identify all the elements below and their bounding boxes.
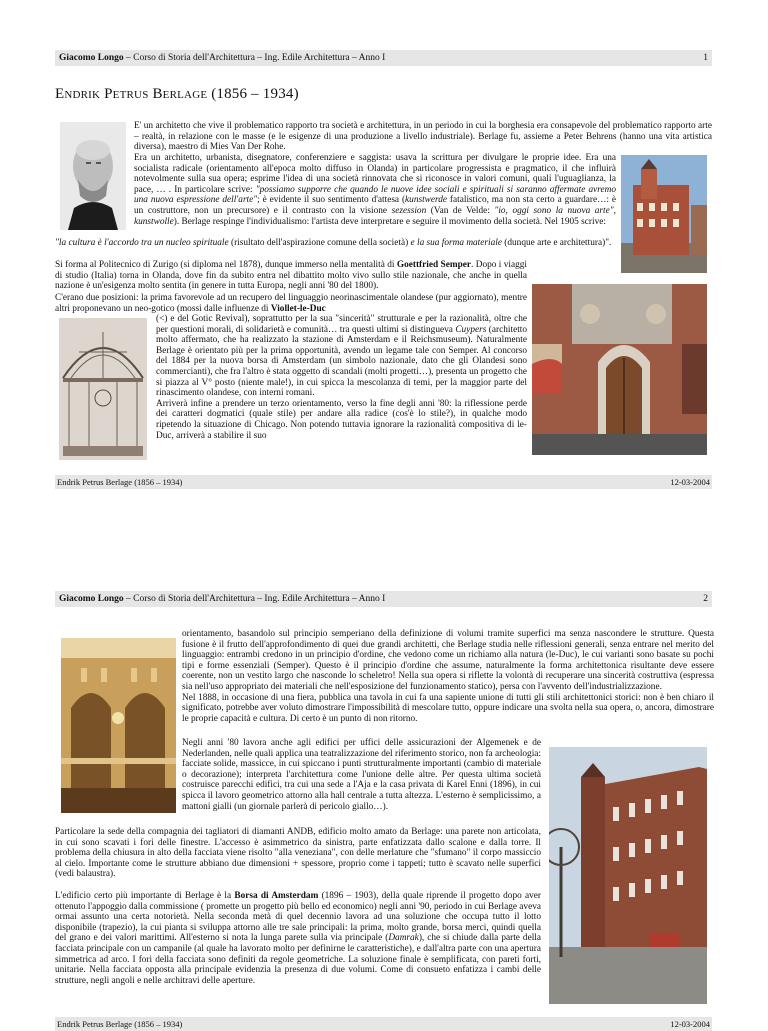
paragraph-positions: (<) e del Gotic Revival), soprattutto per la sua "sincerità" strutturale e per la razionalità, oltre che per questioni morali, di solidarietà e comunità… tra questi ultimi si distingueva Cuypers (architetto molto affermato, che ha realizzato la stazione di Amsterdam e il Reichsmuseum). Naturalmente Berlage è orientato più per la prima opportunità, avendo un legame tale con Semper. Al concorso del 1884 per la nuova borsa di Amsterdam (un simbolo nazionale, dato che gli Olandesi sono commercianti), che fra l'altro è stata oggetto di scandali (molti progetti…), presenta un progetto che si piazza al V° posto (niente male!), in cui spicca la mescolanza di temi, per la maggior parte del rinascimento olandese, con interni romani. Arriverà infine a prendere un terzo orientamento, verso la fine degli anni '80: la riflessione perde dei caratteri dogmatici (quale stile) per andare alla radice (cos'è lo stile?), in qualche modo ripetendo la situazione di Chicago. Non potendo tuttavia ignorare la razionalità compositiva di le-Duc, arriverà a stabilire il suo	[156, 314, 528, 441]
page-header	[55, 591, 712, 607]
interior-drawing-image	[59, 318, 147, 460]
interior-hall-photo	[61, 638, 176, 813]
page-number: 2	[703, 594, 708, 604]
document-page-1	[0, 0, 768, 505]
footer-date: 12-03-2004	[670, 477, 710, 487]
street-building-photo	[549, 747, 707, 1004]
paragraph-orientation: orientamento, basandolo sul principio semperiano della definizione di volumi tramite superfici ma senza nascondere le strutture. Questa fusione è il frutto dell'approfondimento di quei due grandi architetti, che Berlage studia nelle riflessioni generali, senza entrare nel merito del linguaggio: entrambi credono in un principio d'ordine, che vedono come un richiamo alla natura (le-Duc), le cui varianti sono basate su pochi tipi e forme essenziali (Semper). Questo è il principio d'ordine che assume, naturalmente la forma architettonica risultante deve essere coerente, non un vestito largo che nasconde lo scheletro! Nella sua opera si riflette la volontà di recuperare una sincerità costruttiva (espressa sia nell'uso appropriato dei materiali che nell'esposizione del funzionamento statico), persa con l'avvento dell'industrializzazione. Nel 1888, in occasione di una fiera, pubblica una tavola in cui fa una sapiente unione di tutti gli stili architettonici storici: non è ben chiaro il significato, potrebbe aver voluto dimostrare l'impossibilità di mescolare tutto, oppure indicare una svolta nella sua opera, o, ancora, dimostrare le proprie capacità e cultura. Di certo è un punto di non ritorno.	[182, 629, 714, 724]
paragraph-society-quote: "la cultura è l'accordo tra un nucleo spirituale (risultato dell'aspirazione comune della società) e la sua forma materiale (dunque arte e architettura)".	[55, 238, 612, 248]
paragraph-positions-start: C'erano due posizioni: la prima favorevole ad un recupero del linguaggio neorinascimentale olandese (pur aggiornato), mentre altri proponevano un neo-gotico (mossi dalle influenze di Viollet-le-Duc	[55, 293, 527, 314]
footer-title: Endrik Petrus Berlage (1856 – 1934)	[57, 477, 183, 487]
paragraph-andb: Particolare la sede della compagnia dei tagliatori di diamanti ANDB, edificio molto amato da Berlage: una parete non articolata, in cui sono scavati i fori delle finestre. L'accesso è asimmetrico da sinistra, parte enfatizzata dallo scalone e dalla torre. Il problema della chiusura in alto della facciata viene risolto "alla veneziana", con delle merlature che "sfumano" il corpo massiccio al cielo. Importante come le strutture abbiano due dimensioni + spessore, proprio come i tappeti; tutto è scavato nelle superfici (vedi balaustra).	[55, 827, 541, 880]
portal-entrance-photo	[532, 284, 707, 455]
header-author: Giacomo Longo	[59, 53, 124, 63]
paragraph-zurich: Si forma al Politecnico di Zurigo (si diploma nel 1878), dunque immerso nella mentalità di Goettfried Semper. Dopo i viaggi di studio (Italia) torna in Olanda, dove fin da subito entra nel dibattito molto vivo sullo stile nazionale, che anche in quella nazione è un'esigenza molto sentita (in genere in tutta Europa, negli anni '80 del 1800).	[55, 260, 527, 292]
page-footer	[55, 1017, 712, 1031]
header-course: – Corso di Storia dell'Architettura – Ing. Edile Architettura – Anno I	[123, 53, 386, 63]
page-number: 1	[703, 53, 708, 63]
footer-title: Endrik Petrus Berlage (1856 – 1934)	[57, 1019, 183, 1029]
header-author: Giacomo Longo	[59, 594, 124, 604]
paragraph-ideas: Era un architetto, urbanista, disegnatore, conferenziere e saggista: usava la scrittura per divulgare le proprie idee. Era una socialista radicale (orientamento all'epoca molto diffuso in Olanda) in particolare progressista e pragmatico, il che influirà notevolmente sulla sua opera; esprime l'idea di una società rinnovata che si riconosce in valori comuni, quali l'uguaglianza, la pace, … . In particolare scrive: "possiamo supporre che quando le nuove idee sociali e spirituali si saranno affermate avremo una nuova espressione dell'arte"; è evidente il suo sentimento d'attesa (kunstwerde fatalistico, ma non sta certo a guardare…: è un costruttore, non un precursore) e il contrasto con la visione sezession (Van de Velde: "io, oggi sono la nuova arte", kunstwolle). Berlage respinge l'individualismo: l'artista deve interpretare e seguire il movimento della società. Nel 1905 scrive:	[134, 153, 616, 227]
header-course: – Corso di Storia dell'Architettura – Ing. Edile Architettura – Anno I	[123, 594, 386, 604]
brick-building-photo	[621, 155, 707, 273]
page-footer	[55, 475, 712, 489]
paragraph-intro: E' un architetto che vive il problematico rapporto tra società e architettura, in un periodo in cui la borghesia era consapevole del problematico rapporto arte – realtà, in relazione con le masse (e le esigenze di una produzione a livello industriale). Berlage fu, assieme a Peter Behrens (hanno una vita artistica diversa), maestro di Mies Van Der Rohe.	[134, 121, 712, 153]
paragraph-insurance: Negli anni '80 lavora anche agli edifici per uffici delle assicurazioni der Algemenek e de Nederlanden, nelle quali applica una teatralizzazione del riferimento storico, non fa archeologia: facciate solide, massicce, in cui spiccano i punti strutturalmente importanti (cambio di materiale o decorazione); interpreta l'architettura come l'unione delle altre. Per questa ultima società costruisce parecchi edifici, tra cui una sede a l'Aja e la casa privata di Karel Enni (1896), in cui spicca il lavoro geometrico attorno alla hall centrale a tutta altezza. L'esterno è semplicissimo, a mattoni gialli (un giornale parlerà di pericolo giallo…).	[182, 738, 541, 812]
document-page-2	[0, 585, 768, 1029]
berlage-portrait-image	[60, 122, 126, 230]
page-title: Endrik Petrus Berlage (1856 – 1934)	[55, 86, 299, 102]
page-header	[55, 50, 712, 66]
paragraph-borsa: L'edificio certo più importante di Berlage è la Borsa di Amsterdam (1896 – 1903), della quale riprende il progetto dopo aver ottenuto l'appoggio dalla commissione ( promette un progetto più bello ed economico) negli anni '90, periodo in cui Berlage aveva ormai assunto una certa notorietà. Nella seconda metà di quel decennio lavora ad una soluzione che occupa tutto il lotto disponibile (trapezio), la cui pianta si sviluppa attorno alle tre sale principali: la prima, molto grande, borsa merci, quindi quella del grano e dei valori marittimi. All'esterno si nota la lunga parete sulla via principale (Damrak), che si chiude dalla parte della facciata principale con un campanile (al quale ha lavorato molto per definirne le caratteristiche), e dall'altra parte con una apertura simmetrica ad arco. I fori della facciata sono definiti da regole geometriche. La soluzione finale è semplificata, con pareti forti, unitarie. Nella facciata opposta alla principale evidenzia la presenza di due volumi. Come di consueto enfatizza i cambi delle strutture, negli angoli e nelle architravi delle aperture.	[55, 891, 541, 986]
footer-date: 12-03-2004	[670, 1019, 710, 1029]
